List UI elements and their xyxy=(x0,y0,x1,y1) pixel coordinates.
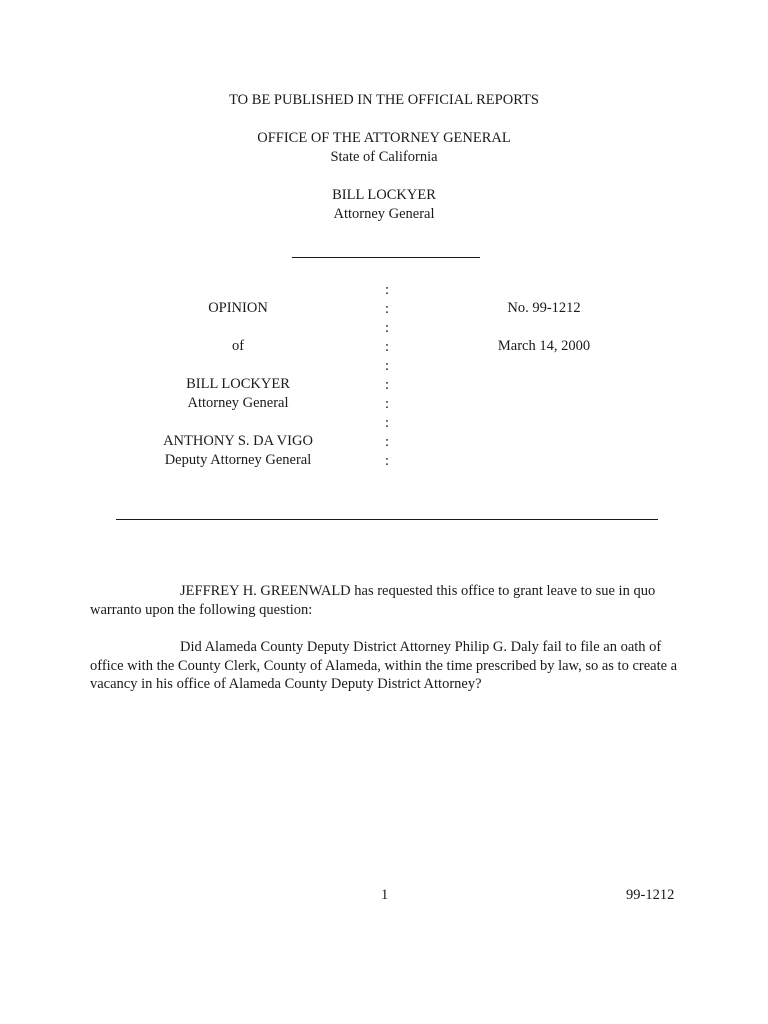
paragraph-question-text: Did Alameda County Deputy District Attorney Philip G. Daly fail to file an oath of office with the County Clerk, County of Alameda, within the time prescribed by law, so as to create a vacancy in his office of Alameda County Deputy District Attorney? xyxy=(90,639,678,692)
caption-colon-column xyxy=(380,281,394,471)
caption-colon: : xyxy=(384,320,390,336)
caption-colon: : xyxy=(384,396,390,412)
caption-deputy-name: ANTHONY S. DA VIGO xyxy=(163,433,313,449)
caption-opinion-number: No. 99-1212 xyxy=(507,300,581,316)
caption-colon: : xyxy=(384,301,390,317)
paragraph-question xyxy=(90,638,686,694)
caption-colon: : xyxy=(384,434,390,450)
caption-colon: : xyxy=(384,377,390,393)
caption-colon: : xyxy=(384,358,390,374)
office-title: OFFICE OF THE ATTORNEY GENERAL xyxy=(257,130,511,146)
attorney-general-title: Attorney General xyxy=(333,206,435,222)
caption-date: March 14, 2000 xyxy=(497,338,591,354)
paragraph-request-text: JEFFREY H. GREENWALD has requested this office to grant leave to sue in quo warranto upon the following question: xyxy=(90,583,656,618)
caption-ag-name: BILL LOCKYER xyxy=(186,376,290,392)
caption-opinion: OPINION xyxy=(208,300,268,316)
publication-note: TO BE PUBLISHED IN THE OFFICIAL REPORTS xyxy=(229,92,539,108)
state-name: State of California xyxy=(330,149,438,165)
footer-doc-number: 99-1212 xyxy=(626,887,675,903)
caption-ag-title: Attorney General xyxy=(187,395,289,411)
caption-colon: : xyxy=(384,415,390,431)
paragraph-request xyxy=(90,582,686,619)
caption-deputy-title: Deputy Attorney General xyxy=(164,452,312,468)
caption-colon: : xyxy=(384,453,390,469)
caption-colon: : xyxy=(384,282,390,298)
caption-colon: : xyxy=(384,339,390,355)
attorney-general-name: BILL LOCKYER xyxy=(332,187,436,203)
caption-of: of xyxy=(231,338,245,354)
header-divider xyxy=(292,257,480,258)
footer-page-number: 1 xyxy=(381,887,389,903)
caption-divider xyxy=(116,519,658,520)
